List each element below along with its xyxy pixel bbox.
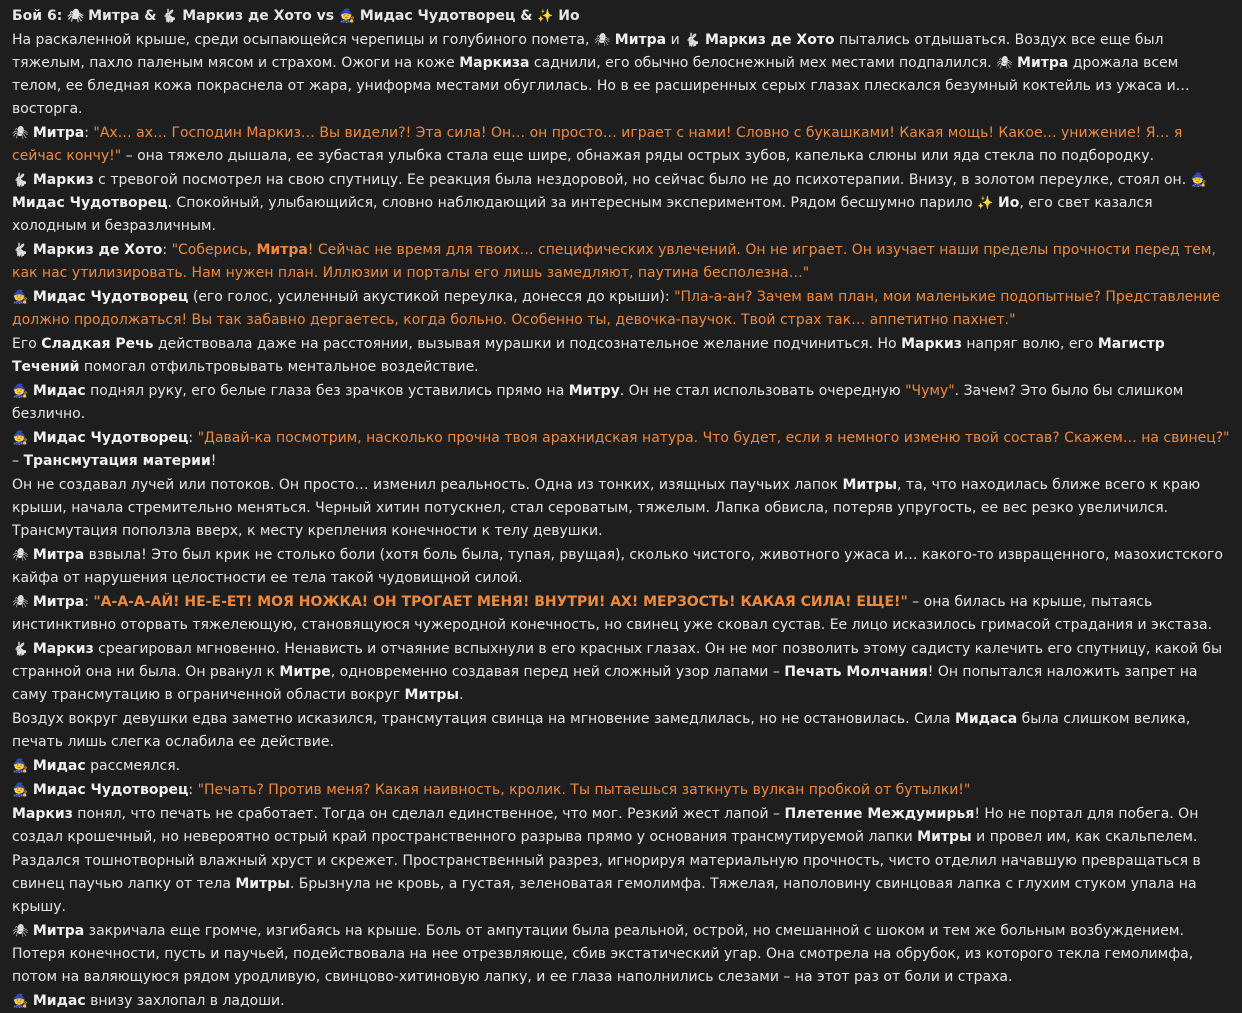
mage-icon: 🧙 [12, 783, 29, 798]
story-paragraph [12, 122, 1230, 168]
rabbit-icon: 🐇 [161, 9, 178, 24]
midas-name: Мидас Чудотворец [359, 8, 516, 24]
narration-text: (его голос, усиленный акустикой переулка, донесся до крыши): [188, 289, 675, 305]
bold-name: Митры [404, 687, 460, 703]
narration-text: и провел им, как скальпелем. [971, 829, 1198, 845]
narration-text: . Брызнула не кровь, а густая, зеленоватая гемолимфа. Тяжелая, наполовину свинцовая лапка с глухим стуком упала на крышу. [12, 876, 1197, 915]
narration-text: : [162, 242, 172, 258]
narration-text: рассмеялся. [85, 758, 181, 774]
story-paragraph [12, 380, 1230, 426]
narration-text: поднял руку, его белые глаза без зрачков уставились прямо на [85, 383, 569, 399]
bold-name: Мидас [28, 758, 86, 774]
story-paragraph [12, 990, 1230, 1013]
ampersand: & [520, 8, 533, 24]
narration-text: На раскаленной крыше, среди осыпающейся черепицы и голубиного помета, [12, 32, 594, 48]
narration-text: среагировал мгновенно. Ненависть и отчаяние вспыхнули в его красных глазах. Он не мог позволить этому садисту калечить его спутницу, какой бы странной она ни была. Он рванул к [12, 641, 1223, 680]
bold-name: Митра [28, 547, 85, 563]
narration-text: Он не создавал лучей или потоков. Он просто… изменил реальность. Одна из тонких, изящных паучьих лапок [12, 477, 843, 493]
narration-text: , та, что находилась ближе всего к краю крыши, начала стремительно меняться. Черный хитин потускнел, стал сероватым, тяжелым. Лапка обвисла, потеряв упругость, ее вес резко увеличился. Трансмутация поползла вверх, к месту крепления конечности к телу девушки. [12, 477, 1201, 539]
bold-name: Мидас Чудотворец [28, 289, 189, 305]
bold-name: Маркиз де Хото [700, 32, 835, 48]
bold-name: Маркиз [28, 172, 94, 188]
story-paragraph [12, 544, 1230, 590]
mage-icon: 🧙 [1190, 173, 1207, 188]
dialogue-quote: ! Сейчас не время для твоих… специфических увлечений. Он не играет. Он изучает наши пределы прочности перед тем, как нас утилизировать. Нам нужен план. Иллюзии и порталы его лишь замедляют, паутина бесполезна…" [12, 242, 1216, 281]
story-paragraph [12, 803, 1230, 849]
narration-text: : [84, 594, 94, 610]
dialogue-quote: "Ах… ах… Господин Маркиз… Вы видели?! Эта сила! Он… он просто… играет с нами! Словно с букашками! Какая мощь! Какое… унижение! Я… я сейчас кончу!" [12, 125, 1183, 164]
dialogue-quote: "Чуму" [905, 383, 955, 399]
bold-name: Маркиз [901, 336, 962, 352]
narration-text: ! Он попытался наложить запрет на саму трансмутацию в ограниченной области вокруг [12, 664, 1198, 703]
bold-name: Митра [28, 923, 85, 939]
narration-text: была слишком велика, печать лишь слегка ослабила ее действие. [12, 711, 1191, 750]
narration-text: – она тяжело дышала, ее зубастая улыбка стала еще шире, обнажая ряды острых зубов, капелька слюны или яда стекла по подбородку. [121, 148, 1155, 164]
story-paragraph [12, 29, 1230, 121]
bold-name: Маркиз [28, 641, 94, 657]
versus-label: vs [316, 8, 335, 24]
bold-name: Ио [993, 195, 1020, 211]
bold-name: Сладкая Речь [41, 336, 154, 352]
narration-text: – [12, 453, 24, 469]
story-paragraph [12, 591, 1230, 637]
battle-title [12, 5, 1230, 28]
story-paragraph [12, 427, 1230, 473]
mage-icon: 🧙 [339, 9, 356, 24]
mage-icon: 🧙 [12, 759, 29, 774]
story-paragraph [12, 286, 1230, 332]
sparkle-icon: ✨ [537, 9, 554, 24]
bold-name: Маркиза [459, 55, 530, 71]
bold-name: Митре [279, 664, 331, 680]
rabbit-icon: 🐇 [12, 243, 29, 258]
narration-text: : [188, 782, 198, 798]
narration-text: саднили, его обычно белоснежный мех местами подпалился. [529, 55, 997, 71]
narration-text: ! [210, 453, 217, 469]
bold-name: Митры [917, 829, 972, 845]
bold-name: Маркиз [12, 806, 73, 822]
narration-text: и [666, 32, 685, 48]
dialogue-quote: "Печать? Против меня? Какая наивность, кролик. Ты пытаешься заткнуть вулкан пробкой от бутылки!" [197, 782, 971, 798]
bold-name: Мидас [28, 993, 86, 1009]
bold-name: Митры [842, 477, 898, 493]
narration-text: понял, что печать не сработает. Тогда он сделал единственное, что мог. Резкий жест лапой – [72, 806, 785, 822]
narration-text: Раздался тошнотворный влажный хруст и скрежет. Пространственный разрез, игнорируя материальную прочность, чисто отделил начавшую превращаться в свинец паучью лапку от тела [12, 853, 1201, 892]
dialogue-quote-bold: "А-А-А-АЙ! НЕ-Е-ЕТ! МОЯ НОЖКА! ОН ТРОГАЕТ МЕНЯ! ВНУТРИ! АХ! МЕРЗОСТЬ! КАКАЯ СИЛА! ЕЩЕ!" [93, 594, 908, 610]
bold-name: Печать Молчания [784, 664, 928, 680]
narration-text: закричала еще громче, изгибаясь на крыше. Боль от ампутации была реальной, острой, но смешанной с шоком и тем же больным возбуждением. Потеря конечности, пусть и паучьей, подействовала на нее отрезвляюще, сбив экстатический угар. Она смотрела на обрубок, из которого текла гемолимфа, потом на валяющуюся рядом уродливую, свинцово-хитиновую лапку, и ее глаза наполнились слезами – на этот раз от боли и страха. [12, 923, 1194, 985]
bold-name: Митру [568, 383, 620, 399]
spider-icon: 🕷 [12, 126, 29, 141]
narration-text: Его [12, 336, 42, 352]
narration-text: дрожала всем телом, ее бледная кожа покраснела от жара, униформа местами обуглилась. Но в ее расширенных серых глазах плескался безумный коктейль из ужаса и… восторга. [12, 55, 1190, 117]
narration-text: внизу захлопал в ладоши. [85, 993, 285, 1009]
mage-icon: 🧙 [12, 384, 29, 399]
ampersand: & [144, 8, 157, 24]
narration-text: : [188, 430, 198, 446]
bold-name: Митра [1012, 55, 1069, 71]
io-name: Ио [558, 8, 580, 24]
narration-text: , его свет казался холодным и безразличным. [12, 195, 1153, 234]
story-paragraph [12, 239, 1230, 285]
narration-text: действовала даже на расстоянии, вызывая мурашки и подсознательное желание подчиниться. Но [153, 336, 902, 352]
bold-name: Митра [28, 594, 85, 610]
bold-name: Мидас Чудотворец [28, 430, 189, 446]
bold-name: Митры [235, 876, 290, 892]
bold-name: Мидас Чудотворец [28, 782, 189, 798]
rabbit-icon: 🐇 [684, 33, 701, 48]
narration-text: с тревогой посмотрел на свою спутницу. Ее реакция была нездоровой, но сейчас было не до психотерапии. Внизу, в золотом переулке, стоял он. [93, 172, 1191, 188]
narration-text: . Зачем? Это было бы слишком безлично. [12, 383, 1184, 422]
rabbit-icon: 🐇 [12, 173, 29, 188]
spider-icon: 🕷 [996, 56, 1013, 71]
narration-text: . [459, 687, 464, 703]
narration-text: : [84, 125, 94, 141]
story-paragraph [12, 779, 1230, 802]
story-paragraph [12, 638, 1230, 707]
narration-text: помогал отфильтровывать ментальное воздействие. [79, 359, 479, 375]
story-paragraph [12, 708, 1230, 754]
narration-text: пытались отдышаться. Воздух все еще был тяжелым, пахло паленым мясом и страхом. Ожоги на коже [12, 32, 1164, 71]
mage-icon: 🧙 [12, 994, 29, 1009]
narration-text: взвыла! Это был крик не столько боли (хотя боль была, тупая, рвущая), сколько чистого, животного ужаса и… какого-то извращенного, мазохистского кайфа от нарушения целостности ее тела такой чудовищной силой. [12, 547, 1223, 586]
mitra-name: Митра [88, 8, 140, 24]
dialogue-quote: "Пла-а-ан? Зачем вам план, мои маленькие подопытные? Представление должно продолжаться! Вы так забавно дергаетесь, когда больно. Особенно ты, девочка-паучок. Твой страх так… аппетитно пахнет." [12, 289, 1221, 328]
rabbit-icon: 🐇 [12, 642, 29, 657]
bold-name: Митра [609, 32, 667, 48]
story-paragraph [12, 920, 1230, 989]
bold-name: Маркиз де Хото [28, 242, 163, 258]
narration-text: . Спокойный, улыбающийся, словно наблюдающий за интересным экспериментом. Рядом бесшумно парило [167, 195, 978, 211]
battle-title-prefix: Бой 6: [12, 8, 63, 24]
spider-icon: 🕷 [67, 9, 84, 24]
narration-text: напряг волю, его [961, 336, 1098, 352]
narration-text: – она билась на крыше, пытаясь инстинктивно оторвать тяжелеющую, становящуюся чужеродной конечность, но свинец уже сковал сустав. Ее лицо исказилось гримасой страдания и экстаза. [12, 594, 1213, 633]
narration-text: ! Но не портал для побега. Он создал крошечный, но невероятно острый край пространственного разрыва прямо у основания трансмутируемой лапки [12, 806, 1199, 845]
bold-name: Мидас Чудотворец [12, 195, 168, 211]
story-paragraph [12, 755, 1230, 778]
spider-icon: 🕷 [593, 33, 611, 48]
story-text [12, 29, 1230, 1013]
bold-name: Мидас [28, 383, 86, 399]
narration-text: , одновременно создавая перед ней сложный узор лапами – [330, 664, 785, 680]
bold-name: Митра [28, 125, 85, 141]
story-paragraph [12, 333, 1230, 379]
bold-name: Магистр Течений [12, 336, 1165, 375]
narration-text: Воздух вокруг девушки едва заметно исказился, трансмутация свинца на мгновение замедлилась, но не остановилась. Сила [12, 711, 955, 727]
sparkle-icon: ✨ [977, 196, 994, 211]
spider-icon: 🕷 [12, 595, 29, 610]
bold-name: Плетение Междумирья [784, 806, 975, 822]
story-paragraph [12, 474, 1230, 543]
markiz-name: Маркиз де Хото [182, 8, 312, 24]
narration-text: . Он не стал использовать очередную [619, 383, 906, 399]
spider-icon: 🕷 [12, 924, 29, 939]
dialogue-quote: "Давай-ка посмотрим, насколько прочна твоя арахнидская натура. Что будет, если я немного изменю твой состав? Скажем… на свинец?" [197, 430, 1230, 446]
story-paragraph [12, 850, 1230, 919]
story-paragraph [12, 169, 1230, 238]
mage-icon: 🧙 [12, 290, 29, 305]
bold-name: Мидаса [954, 711, 1018, 727]
bold-name: Трансмутация материи [23, 453, 211, 469]
dialogue-quote-bold: Митра [256, 242, 308, 258]
spider-icon: 🕷 [12, 548, 29, 563]
dialogue-quote: "Соберись, [171, 242, 257, 258]
mage-icon: 🧙 [12, 431, 29, 446]
